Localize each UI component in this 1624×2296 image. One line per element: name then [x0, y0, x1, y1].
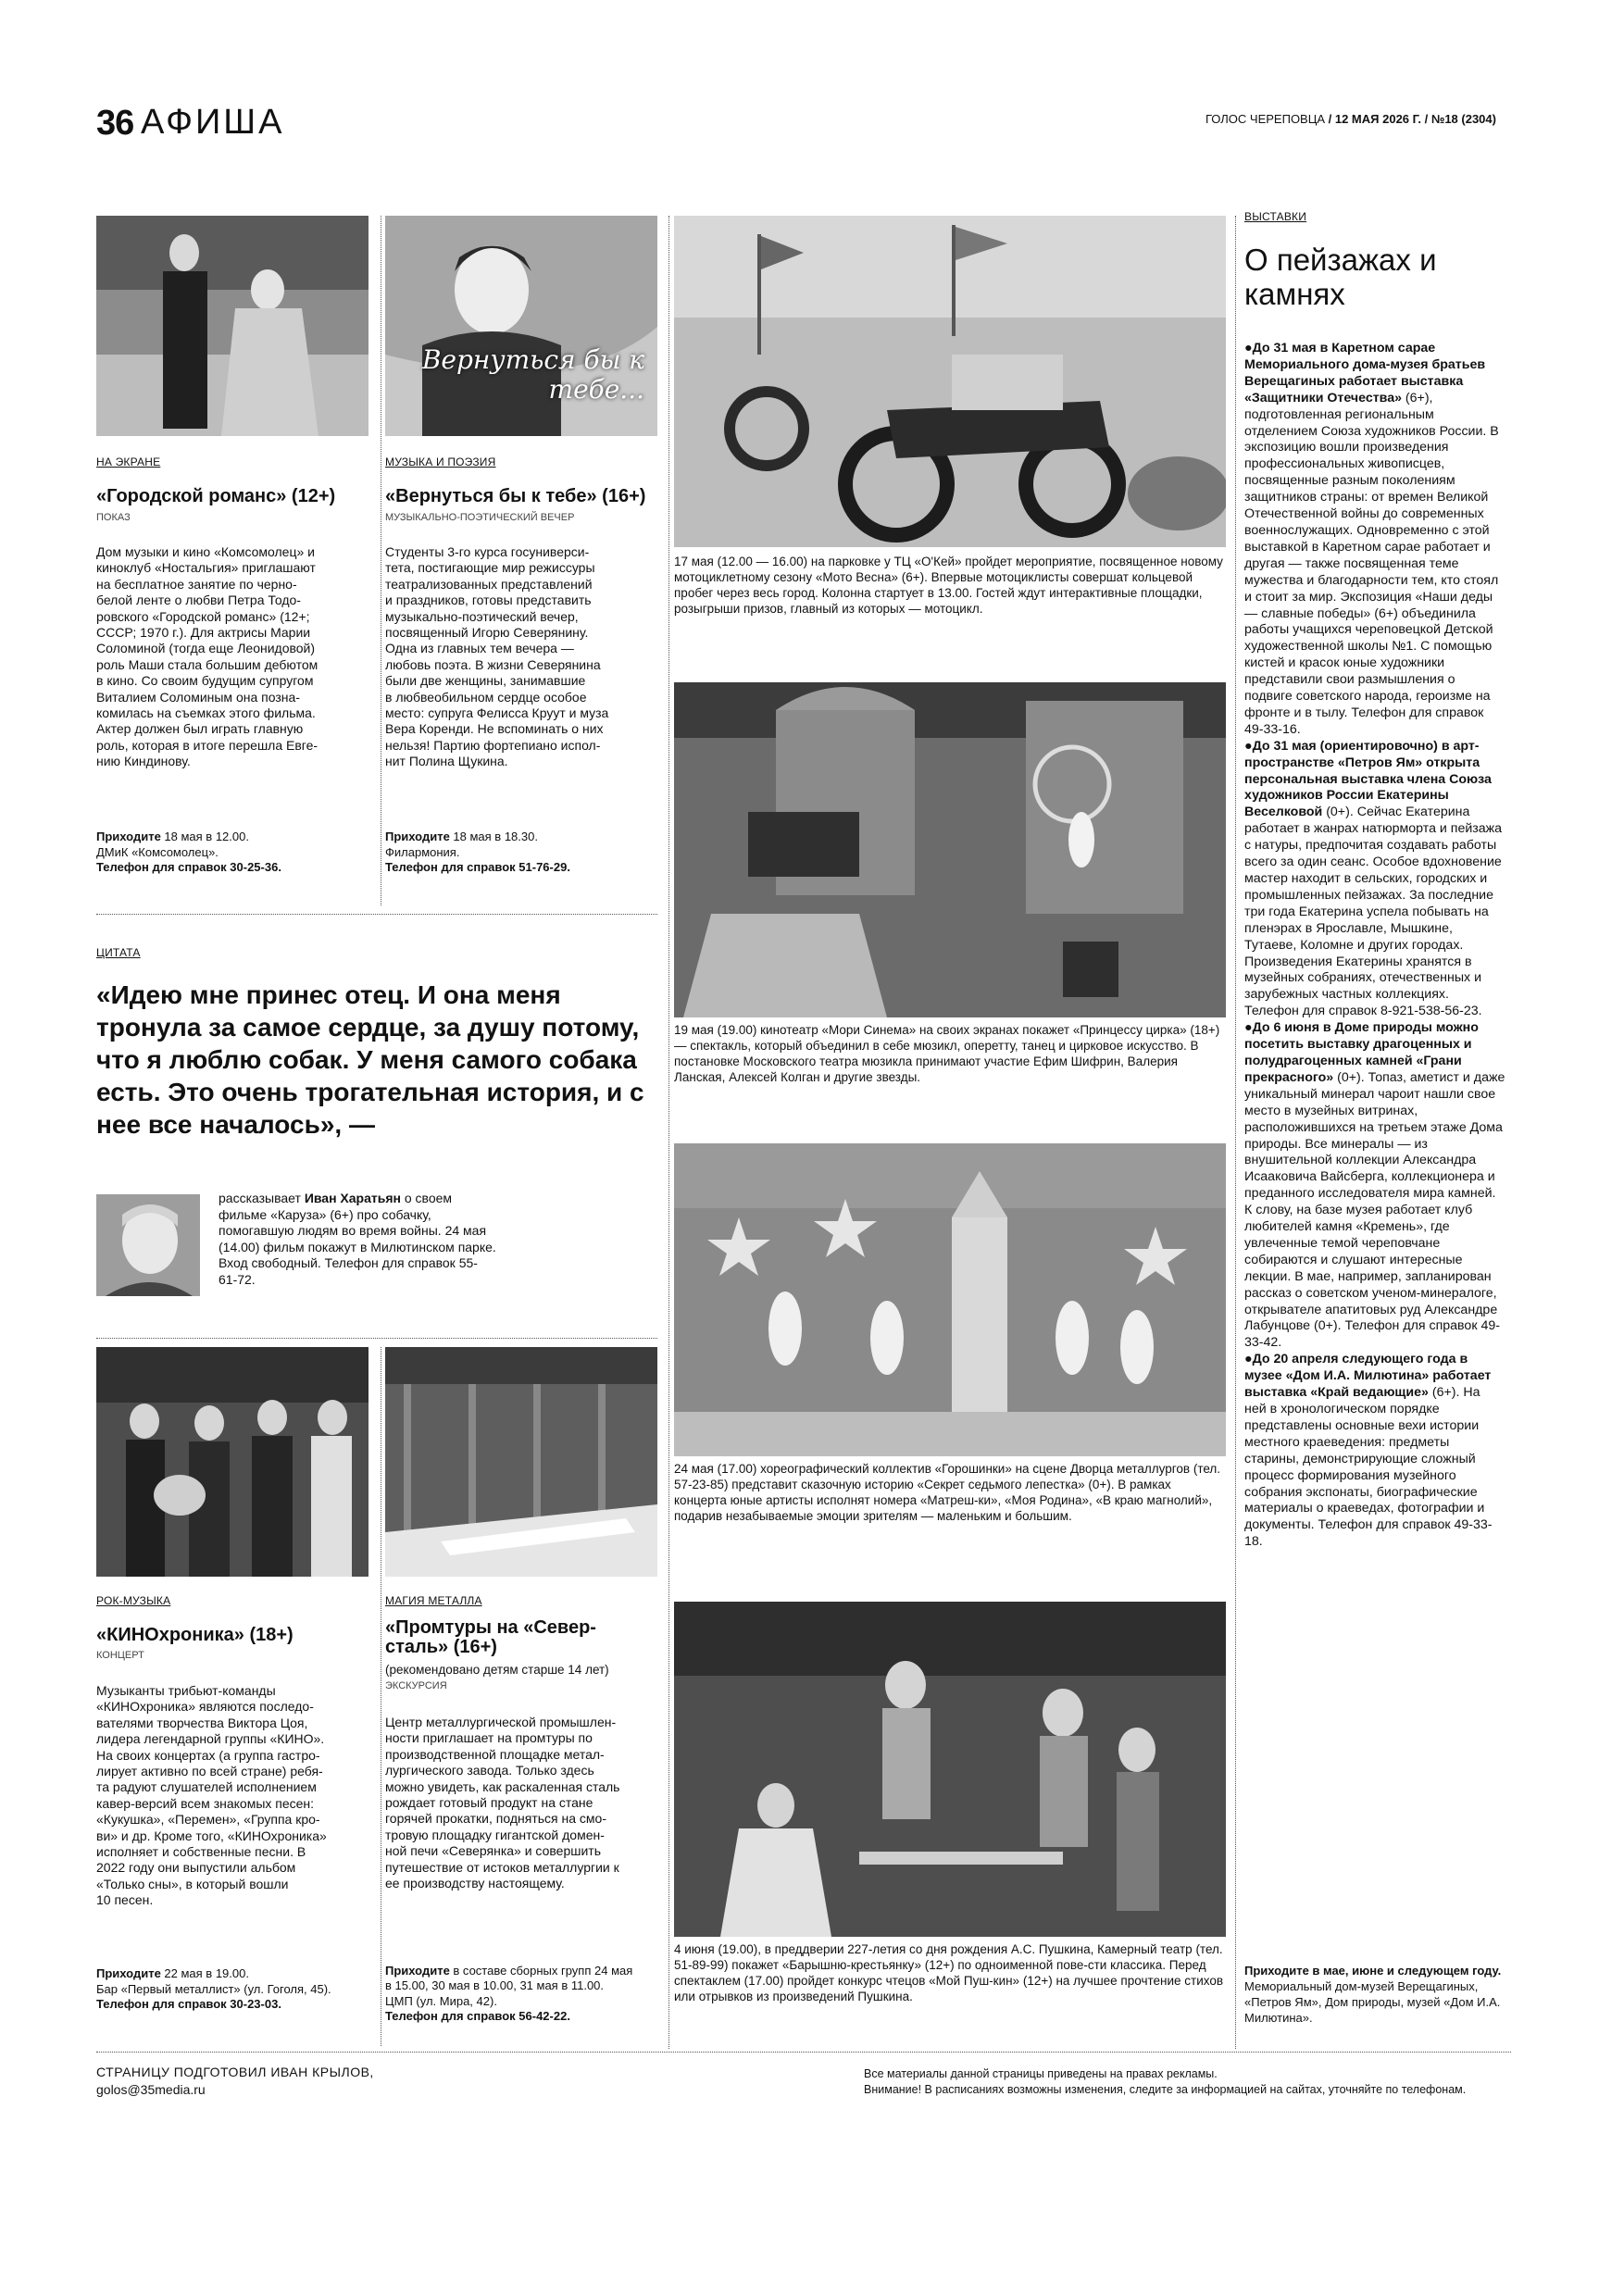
when-label: Приходите: [385, 830, 450, 843]
exhibition-text: (0+). Сейчас Екатерина работает в жанрах натюрморта и пейзажа с натуры, предпочитая создавать работы всего за один сеанс. Особое вдохновение мастер находит в сельских, городских и промышленных пейзажах. За последние три года Екатерина успела побывать на пленэрах в Ярославле, Мышкине, Тутаеве, Коломне и других городах. Произведения Екатерины хранятся в музейных собраниях, отечественных и зарубежных частных коллекциях. Телефон для справок 8-921-538-56-23.: [1244, 805, 1503, 1019]
article-body-metal: Центр металлургической промышлен- ности приглашает на промтуры по производственной площадке метал- лургического завода. Только здесь можно увидеть, как раскаленная сталь рождает готовый продукт на стане горячей прокатки, подняться на смо- тровую площадку гигантской домен- ной печи «Северянка» и совершить путешествие от истоков металлургии к ее производству настоящему.: [385, 1715, 620, 1891]
rubric-on-screen: НА ЭКРАНЕ: [96, 455, 161, 468]
article-info-severyanin: [385, 830, 663, 876]
author-portrait-photo: [96, 1194, 200, 1296]
page-number: 36: [96, 104, 134, 143]
exhibition-text: (0+). Топаз, аметист и даже уникальный минерал чароит нашли свое место в музейных витринах, расположившихся на третьем этаже Дома природы. Все минералы — из внушительной коллекции Александра Исааковича Вайсберга, коллекционера и преданного исследователя мира камней. К слову, на базе музея работает клуб любителей камня «Кремень», где увлеченные темой череповчане собираются и слушают интересные лекции. В мае, например, запланирован рассказ о советском ученом-минералоге, открывателе апатитовых руд Александре Лабунцове (0+). Телефон для справок 49-33-42.: [1244, 1069, 1505, 1351]
when-text: 22 мая в 19.00.: [160, 1966, 249, 1980]
section-title: АФИША: [141, 103, 285, 142]
article-type-kino: КОНЦЕРТ: [96, 1650, 144, 1661]
when-label: Приходите: [96, 1966, 161, 1980]
place-text: ДМиК «Комсомолец».: [96, 844, 219, 859]
publication-line: [1206, 112, 1496, 126]
rubric-exhibitions: ВЫСТАВКИ: [1244, 210, 1307, 223]
article-title-metal: «Промтуры на «Север- сталь» (16+): [385, 1617, 596, 1657]
exhibition-lead: ●До 31 мая (ориентировочно) в арт-пространстве «Петров Ям» открыта персональная выставка члена Союза художников России Екатерины Веселковой: [1244, 738, 1492, 820]
quote-text: «Идею мне принес отец. И она меня тронула за самое сердце, за душу потому, что я люблю собак. У меня самого собака есть. Это очень трогательная история, и с нее все началось», —: [96, 980, 644, 1139]
article-body-severyanin: Студенты 3-го курса госуниверси- тета, постигающие мир режиссуры театрализованных представлений и праздников, готовы представить музыкально-поэтический вечер, посвященный Игорю Северянину. Одна из главных тем вечера — любовь поэта. В жизни Северянина были две женщины, занимавшие в любвеобильном сердце особое место: супруга Фелисса Круут и муза Вера Коренди. Не вспоминать о них нельзя! Партию фортепиано испол- нит Полина Щукина.: [385, 544, 609, 769]
film-still-photo: [96, 216, 369, 436]
exhibition-item: [1244, 1020, 1505, 1352]
prepared-by: СТРАНИЦУ ПОДГОТОВИЛ ИВАН КРЫЛОВ,: [96, 2065, 374, 2079]
exhibitions-title: О пейзажах и камнях: [1244, 243, 1437, 311]
exhibition-lead: ●До 31 мая в Каретном сарае Мемориального дома-музея братьев Верещагиных работает выставка «Защитники Отечества»: [1244, 341, 1486, 406]
place-text: Филармония.: [385, 844, 460, 859]
caption-dance: 24 мая (17.00) хореографический коллектив «Горошинки» на сцене Дворца металлургов (тел. 57-23-85) представит сказочную историю «Секрет седьмого лепестка» (0+). В рамках концерта юные артисты исполнят номера «Матреш-ки», «Моя Родина», «В краю магнолий», подарив незабываемые эмоции зрителям — маленьким и большим.: [674, 1462, 1221, 1523]
moto-photo: [674, 216, 1226, 547]
steel-plant-photo: [385, 1347, 657, 1577]
phone-text: Телефон для справок 30-25-36.: [96, 860, 281, 874]
notice-ad: Все материалы данной страницы приведены на правах рекламы.: [864, 2067, 1218, 2080]
when-text: в составе сборных групп 24 мая в 15.00, 30 мая в 10.00, 31 мая в 11.00.: [385, 1963, 633, 1992]
caption-moto: 17 мая (12.00 — 16.00) на парковке у ТЦ «О'Кей» пройдет мероприятие, посвященное новому мотоциклетному сезону «Мото Весна» (6+). Впервые мотоциклисты совершат кольцевой пробег через весь город. Колонна стартует в 13.00. Гостей ждут интерактивные площадки, розыгрыши призов, главный из которых — мотоцикл.: [674, 555, 1223, 616]
phone-text: Телефон для справок 56-42-22.: [385, 2009, 570, 2023]
rubric-rock-music: РОК-МУЗЫКА: [96, 1594, 171, 1607]
article-type-severyanin: МУЗЫКАЛЬНО-ПОЭТИЧЕСКИЙ ВЕЧЕР: [385, 512, 575, 523]
place-text: Бар «Первый металлист» (ул. Гоголя, 45).: [96, 1981, 331, 1996]
rubric-quote: ЦИТАТА: [96, 946, 141, 959]
notice-changes: Внимание! В расписаниях возможны изменения, следите за информацией на сайтах, уточняйте по телефонам.: [864, 2083, 1467, 2096]
exhibition-lead: ●До 20 апреля следующего года в музее «Дом И.А. Милютина» работает выставка «Край ведающие»: [1244, 1352, 1492, 1401]
exhibitions-footer: [1244, 1963, 1522, 2026]
exhibitions-places: Мемориальный дом-музей Верещагиных, «Петров Ям», Дом природы, музей «Дом И.А. Милютина».: [1244, 1979, 1501, 2025]
column-divider: [1235, 216, 1236, 2049]
when-label: Приходите: [385, 1963, 450, 1978]
contact-email[interactable]: golos@35media.ru: [96, 2082, 206, 2097]
phone-text: Телефон для справок 51-76-29.: [385, 860, 570, 874]
article-info-romance: [96, 830, 379, 876]
place-text: ЦМП (ул. Мира, 42).: [385, 1993, 497, 2008]
exhibition-text: (6+), подготовленная региональным отделением Союза художников России. В экспозицию вошли произведения профессиональных живописцев, посвященные разным поколениям защитников страны: от времен Великой Отечественной войны до современных военнослужащих. Одновременно с этой выставкой в Каретном сарае работает и другая — также посвященная теме мужества и благодарности тем, кто стоял и стоит за мир. Экспозиция «Наши деды — славные победы» (6+) объединила работы учащихся череповецкой Детской художественной школы №1. С помощью кистей и красок юные художники представили свои размышления о подвиге советского народа, героизме на фронте и в тылу. Телефон для справок 49-33-16.: [1244, 390, 1499, 737]
exhibitions-list: [1244, 341, 1505, 1551]
band-photo: [96, 1347, 369, 1577]
caption-pushkin: 4 июня (19.00), в преддверии 227-летия со дня рождения А.С. Пушкина, Камерный театр (тел. 51-89-99) покажет «Барышню-крестьянку» (12+) по одноименной пове-сти классика. Перед спектаклем (17.00) пройдет конкурс чтецов «Мой Пуш-кин» (12+) на лучшее прочтение стихов или отрывков из произведений Пушкина.: [674, 1942, 1224, 2003]
exhibitions-when: Приходите в мае, июне и следующем году.: [1244, 1964, 1502, 1978]
page-credits: [96, 2064, 374, 2099]
article-type-romance: ПОКАЗ: [96, 512, 131, 523]
exhibition-item: [1244, 341, 1505, 739]
when-label: Приходите: [96, 830, 161, 843]
publication-name: ГОЛОС ЧЕРЕПОВЦА: [1206, 112, 1326, 126]
photo-overlay-title: Вернуться бы к тебе...: [421, 344, 644, 405]
article-title-severyanin: «Вернуться бы к тебе» (16+): [385, 486, 646, 506]
footer-divider: [96, 2052, 1511, 2053]
severyanin-portrait-photo: [385, 216, 657, 436]
row-divider: [96, 914, 657, 915]
article-info-metal: [385, 1948, 663, 2025]
column-divider: [668, 216, 669, 2049]
circus-photo: [674, 682, 1226, 1017]
caption-circus: 19 мая (19.00) кинотеатр «Мори Синема» на своих экранах покажет «Принцессу цирка» (18+) — спектакль, который объединил в себе мюзикл, оперетту, танец и цирковое искусство. В постановке Московского театра мюзикла принимают участие Ефим Шифрин, Валерия Ланская, Алексей Колган и другие звезды.: [674, 1023, 1220, 1084]
row-divider: [96, 1338, 657, 1339]
page-notice: [864, 2066, 1466, 2098]
article-body-kino: Музыканты трибьют-команды «КИНОхроника» являются последо- вателями творчества Виктора Цоя, лидера легендарной группы «КИНО». На своих концертах (а группа гастро- лирует активно по всей стране) ребя- та радуют слушателей исполнением кавер-версий всем знакомых песен: «Кукушка», «Перемен», «Группа кро- ви» и др. Кроме того, «КИНОхроника» исполняет и собственные песни. В 2022 году они выпустили альбом «Только сны», в который вошли 10 песен.: [96, 1683, 327, 1908]
article-info-kino: [96, 1966, 379, 2013]
article-type-metal: ЭКСКУРСИЯ: [385, 1680, 447, 1691]
exhibition-text: (6+). На ней в хронологическом порядке представлены основные вехи истории местного краеведения: предметы старины, демонстрирующие сложный процесс формирования музейного собрания экспонаты, биографические материалы о краеведах, фотографии и документы. Телефон для справок 49-33-18.: [1244, 1385, 1493, 1550]
when-text: 18 мая в 12.00.: [160, 830, 249, 843]
attribution-note: о своем фильме «Каруза» (6+) про собачку, помогавшую людям во время войны. 24 мая (14.00) фильм покажут в Милютинском парке. Вход свободный. Телефон для справок 55-61-72.: [219, 1191, 496, 1287]
rubric-music-poetry: МУЗЫКА И ПОЭЗИЯ: [385, 455, 496, 468]
rubric-metal: МАГИЯ МЕТАЛЛА: [385, 1594, 482, 1607]
when-text: 18 мая в 18.30.: [449, 830, 538, 843]
article-title-kino: «КИНОхроника» (18+): [96, 1625, 294, 1645]
article-body-romance: Дом музыки и кино «Комсомолец» и киноклуб «Ностальгия» приглашают на бесплатное занятие по черно- белой ленте о любви Петра Тодо- ровского «Городской романс» (12+; СССР; 1970 г.). Для актрисы Марии Соломиной (тогда еще Леонидовой) роль Маши стала большим дебютом в кино. Со своим будущим супругом Виталием Соломиным она позна- комилась на съемках этого фильма. Актер должен был играть главную роль, которая в итоге перешла Евге- нию Киндинову.: [96, 544, 319, 769]
attribution-prefix: рассказывает: [219, 1191, 305, 1205]
exhibition-item: [1244, 739, 1505, 1020]
quote-author: Иван Харатьян: [304, 1191, 401, 1205]
exhibition-item: [1244, 1352, 1505, 1551]
dance-photo: [674, 1143, 1226, 1456]
article-title-romance: «Городской романс» (12+): [96, 486, 336, 506]
article-age-note-metal: (рекомендовано детям старше 14 лет): [385, 1663, 609, 1677]
pushkin-play-photo: [674, 1602, 1226, 1937]
phone-text: Телефон для справок 30-23-03.: [96, 1997, 281, 2011]
issue-info: / 12 МАЯ 2026 Г. / №18 (2304): [1328, 112, 1496, 126]
exhibition-lead: ●До 6 июня в Доме природы можно посетить выставку драгоценных и полудрагоценных камней «Грани прекрасного»: [1244, 1020, 1479, 1085]
quote-attribution: [219, 1191, 496, 1289]
